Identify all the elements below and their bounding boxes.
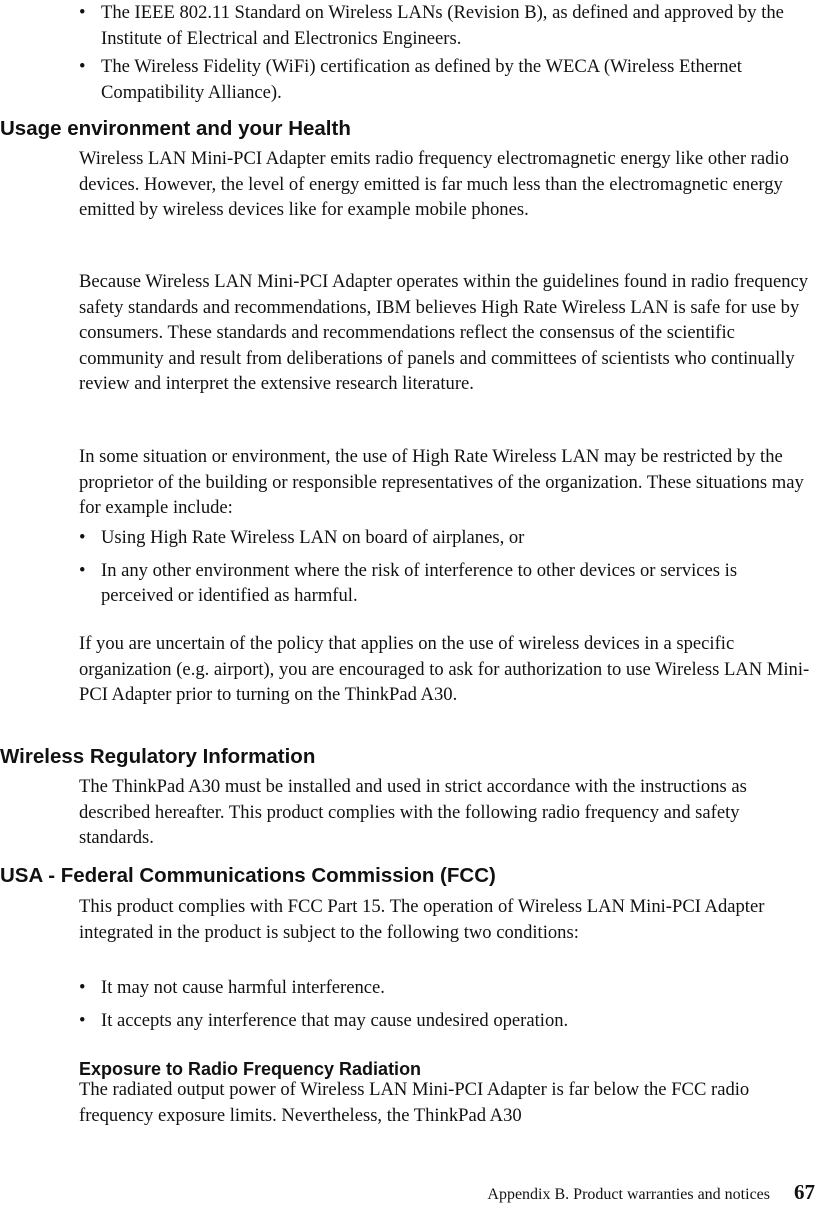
section-heading-fcc: USA - Federal Communications Commission (FCC) [0, 864, 496, 887]
footer-reference: Appendix B. Product warranties and notices [487, 1186, 770, 1203]
page-number: 67 [794, 1180, 815, 1204]
paragraph: The ThinkPad A30 must be installed and used in strict accordance with the instructions as described hereafter. This product complies with the following radio frequency and safety standards. [79, 776, 747, 849]
section-heading-regulatory: Wireless Regulatory Information [0, 745, 316, 768]
list-item: • Using High Rate Wireless LAN on board of airplanes, or [0, 525, 819, 551]
list-item: • The Wireless Fidelity (WiFi) certification as defined by the WECA (Wireless Ethernet Compatibility Alliance). [79, 56, 742, 103]
bullet-icon: • [79, 56, 86, 78]
paragraph: If you are uncertain of the policy that applies on the use of wireless devices in a specific organization (e.g. airport), you are encouraged to ask for authorization to use Wireless LAN Mini-PCI Adapter prior to turning on the ThinkPad A30. [79, 633, 810, 706]
paragraph: The radiated output power of Wireless LAN Mini-PCI Adapter is far below the FCC radio frequency exposure limits. Nevertheless, the ThinkPad A30 [79, 1079, 750, 1126]
section-heading-usage: Usage environment and your Health [0, 117, 351, 140]
subsection-heading-exposure: Exposure to Radio Frequency Radiation [79, 1059, 422, 1079]
bullet-icon: • [79, 2, 86, 23]
list-item: • In any other environment where the risk of interference to other devices or services is perceived or identified as harmful. [79, 559, 738, 607]
restrictions-list [0, 525, 819, 609]
paragraph: In some situation or environment, the use of High Rate Wireless LAN may be restricted by the proprietor of the building or responsible representatives of the organization. These situations may for example include: [79, 446, 804, 519]
paragraph: Wireless LAN Mini-PCI Adapter emits radio frequency electromagnetic energy like other radio devices. However, the level of energy emitted is far much less than the electromagnetic energy emitted by wireless devices like for example mobile phones. [79, 148, 789, 221]
bullet-icon: • [79, 559, 86, 581]
fcc-conditions-list [0, 975, 819, 1033]
paragraph: This product complies with FCC Part 15. The operation of Wireless LAN Mini-PCI Adapter integrated in the product is subject to the following two conditions: [79, 896, 765, 943]
list-item: • It may not cause harmful interference. [0, 975, 819, 1001]
list-item: • The IEEE 802.11 Standard on Wireless LANs (Revision B), as defined and approved by the Institute of Electrical and Electronics Engineers. [79, 2, 784, 49]
bullet-icon: • [79, 977, 86, 998]
paragraph: Because Wireless LAN Mini-PCI Adapter operates within the guidelines found in radio frequency safety standards and recommendations, IBM believes High Rate Wireless LAN is safe for use by consumers. These standards and recommendations reflect the consensus of the scientific community and result from deliberations of panels and committees of scientists who continually review and interpret the extensive research literature. [79, 271, 809, 395]
page-footer [487, 1180, 815, 1208]
standards-list [0, 0, 819, 105]
bullet-icon: • [79, 527, 86, 548]
bullet-icon: • [79, 1009, 86, 1031]
list-item: • It accepts any interference that may cause undesired operation. [0, 1008, 819, 1034]
